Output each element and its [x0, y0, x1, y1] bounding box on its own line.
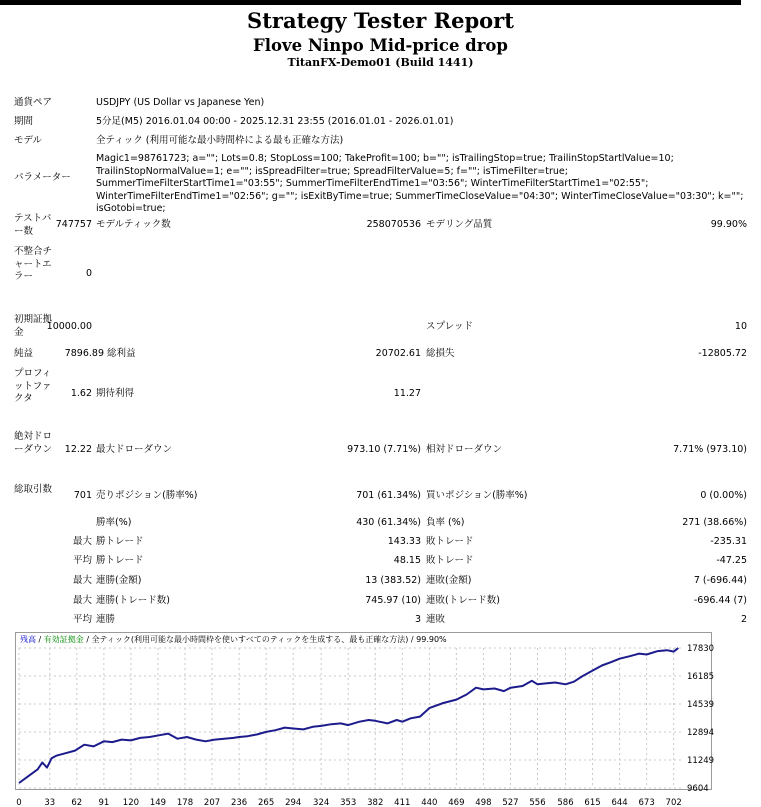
largest-win-label: 勝トレード	[96, 536, 144, 547]
long-label: 買いポジション(勝率%)	[426, 490, 528, 501]
gross-loss-value: -12805.72	[698, 348, 747, 359]
avg-cons-losses-label: 連敗	[426, 614, 446, 625]
net-value: 7896.89	[64, 348, 104, 359]
long-value: 0 (0.00%)	[700, 490, 747, 501]
gross-profit-value: 20702.61	[375, 348, 421, 359]
avg-win-value: 48.15	[393, 555, 421, 566]
short-value: 701 (61.34%)	[356, 490, 421, 501]
win-label: 勝率(%)	[96, 517, 132, 528]
x-tick-label: 91	[98, 798, 110, 807]
pf-label: プロフィットファクタ	[14, 368, 52, 404]
x-tick-label: 207	[203, 798, 221, 807]
top-border	[0, 0, 761, 5]
report-server: TitanFX-Demo01 (Build 1441)	[287, 56, 474, 69]
x-tick-label: 382	[367, 798, 384, 807]
ticks-label: モデルティック数	[96, 219, 171, 230]
avg-cons-prefix: 平均	[72, 614, 92, 625]
expected-label: 期待利得	[96, 388, 135, 399]
x-tick-label: 411	[394, 798, 411, 807]
abs-dd-label: 絶対ドローダウン	[14, 431, 53, 455]
legend-quality: 99.90%	[416, 635, 447, 644]
y-tick-label: 14539	[687, 700, 715, 711]
max-cons-money-prefix: 最大	[72, 575, 92, 586]
quality-value: 99.90%	[710, 219, 747, 230]
x-tick-label: 62	[71, 798, 83, 807]
x-tick-label: 178	[176, 798, 194, 807]
rel-dd-label: 相対ドローダウン	[426, 444, 503, 455]
legend-balance: 残高	[20, 635, 36, 644]
top-border-light	[740, 0, 761, 5]
gross-profit-label: 総利益	[107, 348, 136, 359]
expected-value: 11.27	[393, 388, 421, 399]
x-tick-label: 324	[313, 798, 330, 807]
model-label: モデル	[14, 135, 43, 146]
x-tick-label: 236	[230, 798, 248, 807]
y-tick-label: 9604	[687, 784, 709, 794]
avg-win-label: 勝トレード	[96, 555, 144, 566]
max-dd-value: 973.10 (7.71%)	[347, 444, 421, 455]
rel-dd-value: 7.71% (973.10)	[673, 444, 747, 455]
max-cons-count-prefix: 最大	[72, 595, 92, 606]
report-title: Strategy Tester Report	[247, 8, 514, 33]
total-trades-label: 総取引数	[14, 484, 53, 495]
cons-wins-profit-value: 745.97 (10)	[365, 595, 421, 606]
x-tick-label: 353	[340, 798, 357, 807]
net-label: 純益	[14, 348, 34, 359]
y-tick-label: 12894	[687, 728, 715, 739]
period-label: 期間	[14, 116, 34, 127]
x-tick-label: 294	[285, 798, 302, 807]
gross-loss-label: 総損失	[426, 348, 455, 359]
spread-value: 10	[734, 321, 747, 332]
pf-value: 1.62	[70, 388, 92, 399]
report-subtitle: Flove Ninpo Mid-price drop	[253, 36, 508, 55]
short-label: 売りポジション(勝率%)	[96, 490, 198, 501]
legend-sep-2: /	[83, 635, 92, 644]
largest-loss-value: -235.31	[710, 536, 747, 547]
total-trades-value: 701	[73, 490, 92, 501]
cons-wins-profit-label: 連勝(トレード数)	[96, 595, 170, 606]
mismatch-value: 0	[85, 268, 92, 279]
max-dd-label: 最大ドローダウン	[96, 444, 173, 455]
balance-chart	[15, 632, 715, 807]
chart-legend	[20, 635, 447, 645]
win-value: 430 (61.34%)	[356, 517, 421, 528]
legend-sep-3: /	[408, 635, 417, 644]
top-border-dark	[0, 0, 740, 5]
avg-cons-wins-value: 3	[414, 614, 421, 625]
x-tick-label: 702	[665, 798, 682, 807]
legend-sep-1: /	[36, 635, 44, 644]
y-tick-label: 11249	[687, 756, 715, 767]
largest-prefix: 最大	[72, 536, 92, 547]
x-tick-label: 0	[16, 798, 22, 807]
largest-win-value: 143.33	[387, 536, 421, 547]
bars-value: 747757	[55, 219, 92, 230]
abs-dd-value: 12.22	[64, 444, 92, 455]
mismatch-label: 不整合チャートエラー	[14, 246, 53, 282]
x-tick-label: 265	[258, 798, 275, 807]
x-tick-label: 149	[149, 798, 167, 807]
spread-label: スプレッド	[426, 321, 474, 332]
x-tick-label: 644	[611, 798, 628, 807]
balance-chart-svg	[16, 633, 715, 807]
x-tick-label: 440	[421, 798, 438, 807]
x-tick-label: 527	[502, 798, 519, 807]
model-value: 全ティック (利用可能な最小時間枠による最も正確な方法)	[96, 135, 344, 146]
period-value: 5分足(M5) 2016.01.04 00:00 - 2025.12.31 23:55 (2016.01.01 - 2026.01.01)	[96, 116, 454, 127]
avg-loss-label: 敗トレード	[426, 555, 474, 566]
params-value: Magic1=98761723; a=""; Lots=0.8; StopLoss=100; TakeProfit=100; b=""; isTrailingStop=true; TrailinStopStartlValue=10; TrailinStopNormalValue=1; e=""; isSpreadFilter=true; SpreadFilterValue=5; f=""; isTimeFilter=true; SummerTimeFilterStartTime1="03:55"; SummerTimeFilterEndTime1="03:56"; WinterTimeFilterStartTime1="02:55"; WinterTimeFilterEndTime1="02:56"; g=""; isExitByTime=true; SummerTimeCloseValue="04:30"; WinterTimeCloseValue="03:30"; k=""; isGotobi=true;	[96, 153, 744, 214]
cons-losses-loss-label: 連敗(トレード数)	[426, 595, 500, 606]
y-tick-label: 17830	[687, 644, 715, 654]
legend-model: 全ティック(利用可能な最小時間枠を使いすべてのティックを生成する、最も正確な方法)	[91, 635, 409, 644]
deposit-value: 10000.00	[46, 321, 92, 332]
loss-label: 負率 (%)	[426, 517, 465, 528]
loss-value: 271 (38.66%)	[682, 517, 747, 528]
x-tick-label: 33	[44, 798, 56, 807]
legend-equity: 有効証拠金	[43, 635, 84, 644]
avg-cons-wins-label: 連勝	[96, 614, 116, 625]
cons-losses-money-label: 連敗(金額)	[426, 575, 472, 586]
symbol-label: 通貨ペア	[14, 97, 53, 108]
x-tick-label: 615	[584, 798, 601, 807]
symbol-value: USDJPY (US Dollar vs Japanese Yen)	[96, 97, 265, 108]
x-tick-label: 498	[475, 798, 492, 807]
cons-losses-money-value: 7 (-696.44)	[693, 575, 747, 586]
cons-losses-loss-value: -696.44 (7)	[693, 595, 747, 606]
x-tick-label: 673	[638, 798, 655, 807]
x-tick-label: 556	[529, 798, 546, 807]
avg-cons-losses-value: 2	[740, 614, 747, 625]
quality-label: モデリング品質	[426, 219, 493, 230]
bars-label: テストバー数	[14, 213, 52, 237]
deposit-label: 初期証拠金	[14, 314, 53, 338]
x-tick-label: 586	[557, 798, 574, 807]
average-prefix: 平均	[72, 555, 92, 566]
largest-loss-label: 敗トレード	[426, 536, 474, 547]
x-tick-label: 120	[122, 798, 140, 807]
ticks-value: 258070536	[366, 219, 421, 230]
avg-loss-value: -47.25	[716, 555, 747, 566]
cons-wins-money-value: 13 (383.52)	[365, 575, 421, 586]
cons-wins-money-label: 連勝(金額)	[96, 575, 142, 586]
params-label: パラメーター	[14, 172, 71, 183]
y-tick-label: 16185	[687, 671, 715, 682]
x-tick-label: 469	[448, 798, 465, 807]
